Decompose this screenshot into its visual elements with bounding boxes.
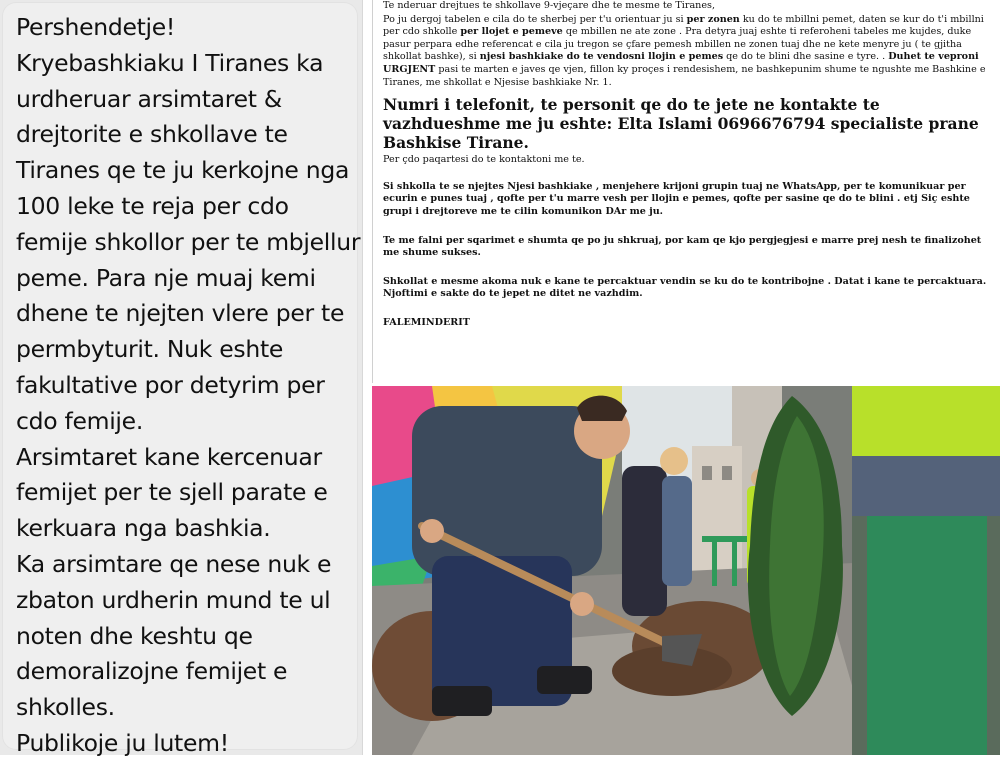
chat-panel bbox=[0, 0, 363, 755]
message-text: Pershendetje! Kryebashkiaku I Tiranes ka urdheruar arsimtaret & drejtorite e shkollave te Tiranes qe te ju kerkojne nga 100 leke te reja per cdo femije shkollor per te mbjellur peme. Para nje muaj kemi dhene te njejten vlere per te permbyturit. Nuk eshte fakultative por detyrim per cdo femije. Arsimtaret kane kercenuar femijet per te sjell parate e kerkuara nga bashkia. Ka arsimtare qe nese nuk e zbaton urdherin mund te ul noten dhe keshtu qe demoralizojne femijet e shkolles. Publikoje ju lutem! bbox=[16, 13, 361, 757]
letter-closing: FALEMINDERIT bbox=[383, 316, 470, 328]
jacket bbox=[412, 406, 602, 576]
whatsapp-note: Si shkolla te se njejtes Njesi bashkiake , menjehere krijoni grupin tuaj ne WhatsApp, per te komunikuar per ecurin e punes tuaj , qofte per t'u marre vesh per llojin e pemes, qofte per sasine qe do te blini . etj Siç eshte grupi i drejtoreve me te cilin komunikon DAr me ju. bbox=[383, 180, 970, 217]
contact-note: Per çdo paqartesi do te kontaktoni me te. bbox=[383, 154, 585, 166]
letter-document bbox=[372, 0, 1000, 383]
message-bubble bbox=[2, 2, 361, 757]
secondary-schools-note: Shkollat e mesme akoma nuk e kane te percaktuar vendin se ku do te kontribojne . Datat i kane te percaktuara. Njoftimi e sakte do te jepet ne ditet ne vazhdim. bbox=[383, 275, 987, 300]
apology-note: Te me falni per sqarimet e shumta qe po ju shkruaj, por kam qe kjo pergjegjesi e marre prej nesh te finalizohet me shume sukses. bbox=[383, 234, 982, 259]
phone-heading: Numri i telefonit, te personit qe do te jete ne kontakte te vazhdueshme me ju eshte: Elta Islami 0696676794 specialiste prane Bashkise Tirane. bbox=[383, 95, 979, 153]
letter-paragraph-instructions: Po ju dergoj tabelen e cila do te sherbej per t'u orientuar ju si per zonen ku do te mbillni pemet, daten se kur do t'i mbillni per cdo shkolle per llojet e pemeve qe mbillen ne ate zone . Pra detyra juaj eshte ti referoheni tabeles me kujdes, duke pasur perpara edhe referencat e cila ju tregon se çfare pemesh mbillen ne zonen tuaj dhe ne kete menyre ju ( te gjitha shkollat bashke), si njesi bashkiake do te vendosni llojin e pemes qe do te blini dhe sasine e tyre. . Duhet te veproni URGJENT pasi te marten e javes qe vjen, fillon ky proçes i rendesishem, ne bashkepunim shume te ngushte me Bashkine e Tiranes, me shkollat e Njesise bashkiake Nr. 1. bbox=[383, 13, 986, 88]
letter-greeting: Te nderuar drejtues te shkollave 9-vjeçare dhe te mesme te Tiranes, bbox=[383, 0, 716, 11]
tree-planting-photo bbox=[372, 386, 1000, 755]
photo-illustration bbox=[372, 386, 1000, 755]
letter-body bbox=[383, 0, 993, 336]
